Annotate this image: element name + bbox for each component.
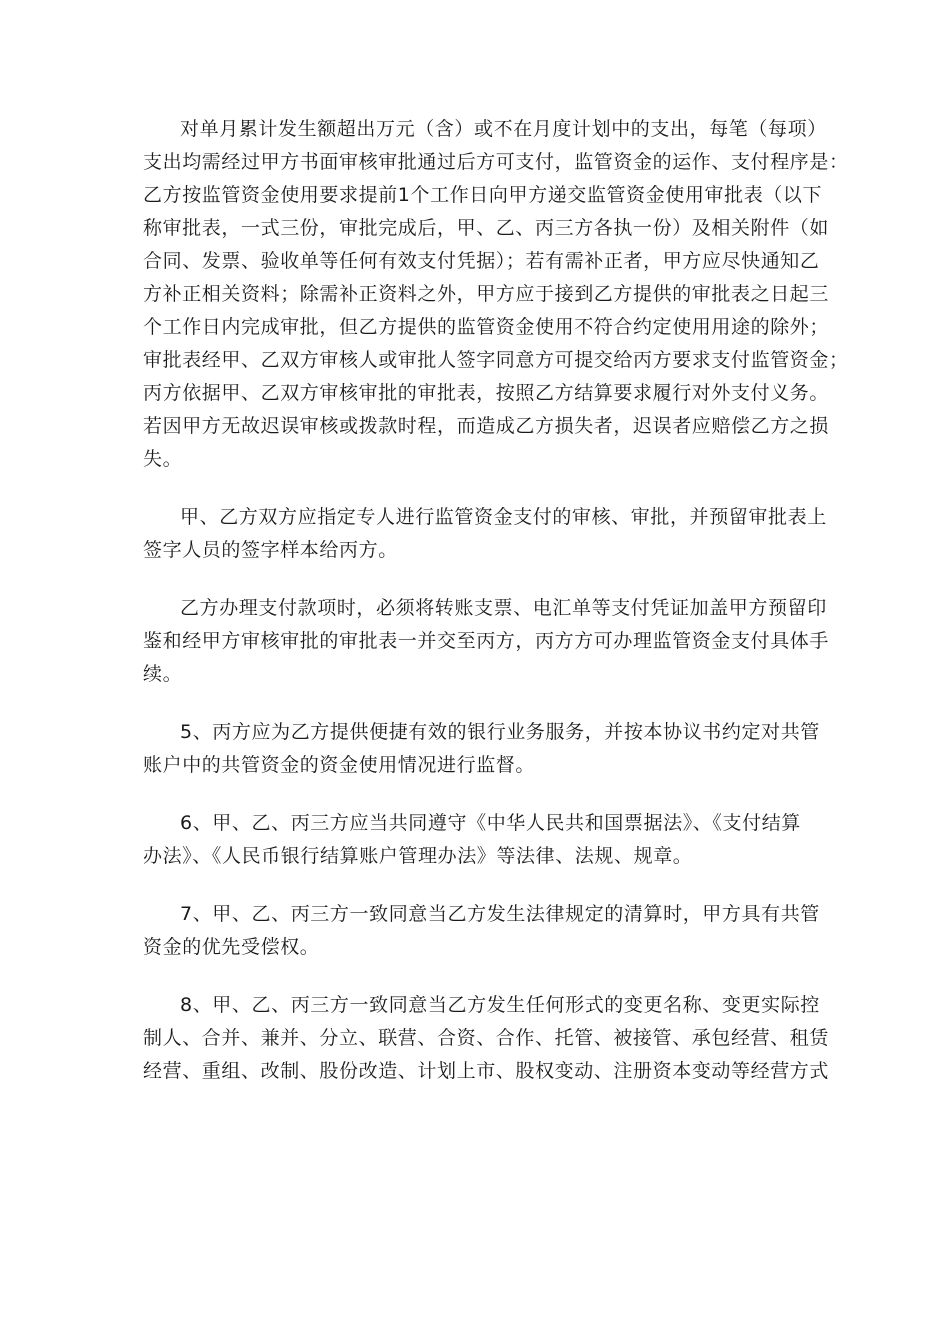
paragraph-payment-handling (143, 592, 830, 691)
paragraph-line: 甲、乙方双方应指定专人进行监管资金支付的审核、审批，并预留审批表上 (180, 506, 827, 528)
paragraph-line: 称审批表，一式三份，审批完成后，甲、乙、丙三方各执一份）及相关附件（如 (143, 217, 830, 239)
paragraph-line: 签字人员的签字样本给丙方。 (143, 539, 398, 561)
paragraph-line: 7、甲、乙、丙三方一致同意当乙方发生法律规定的清算时，甲方具有共管 (180, 903, 820, 925)
paragraph-line: 乙方按监管资金使用要求提前1个工作日向甲方递交监管资金使用审批表（以下 (143, 184, 823, 206)
paragraph-line: 6、甲、乙、丙三方应当共同遵守《中华人民共和国票据法》、《支付结算 (180, 812, 801, 834)
paragraph-line: 乙方办理支付款项时，必须将转账支票、电汇单等支付凭证加盖甲方预留印 (180, 597, 827, 619)
paragraph-line: 经营、重组、改制、股份改造、计划上市、股权变动、注册资本变动等经营方式 (143, 1060, 830, 1082)
document-page (143, 113, 849, 1113)
paragraph-line: 方补正相关资料；除需补正资料之外，甲方应于接到乙方提供的审批表之日起三 (143, 283, 830, 305)
paragraph-line: 制人、合并、兼并、分立、联营、合资、合作、托管、被接管、承包经营、租赁 (143, 1027, 830, 1049)
paragraph-line: 办法》、《人民币银行结算账户管理办法》等法律、法规、规章。 (143, 845, 693, 867)
paragraph-clause-5 (143, 716, 823, 782)
paragraph-line: 资金的优先受偿权。 (143, 936, 320, 958)
paragraph-line: 若因甲方无故迟误审核或拨款时程，而造成乙方损失者，迟误者应赔偿乙方之损 (143, 415, 830, 437)
paragraph-payment-approval-procedure (143, 113, 849, 476)
paragraph-line: 对单月累计发生额超出万元（含）或不在月度计划中的支出，每笔（每项） (180, 118, 827, 140)
paragraph-line: 支出均需经过甲方书面审核审批通过后方可支付，监管资金的运作、支付程序是： (143, 151, 849, 173)
paragraph-line: 审批表经甲、乙双方审核人或审批人签字同意方可提交给丙方要求支付监管资金； (143, 349, 849, 371)
paragraph-designated-approvers (143, 501, 827, 567)
paragraph-line: 续。 (143, 663, 183, 685)
paragraph-line: 个工作日内完成审批，但乙方提供的监管资金使用不符合约定使用用途的除外； (143, 316, 830, 338)
paragraph-clause-8 (143, 989, 830, 1088)
paragraph-line: 合同、发票、验收单等任何有效支付凭据）；若有需补正者，甲方应尽快通知乙 (143, 250, 820, 272)
paragraph-line: 鉴和经甲方审核审批的审批表一并交至丙方，丙方方可办理监管资金支付具体手 (143, 630, 830, 652)
paragraph-line: 丙方依据甲、乙双方审核审批的审批表，按照乙方结算要求履行对外支付义务。 (143, 382, 830, 404)
paragraph-line: 账户中的共管资金的资金使用情况进行监督。 (143, 754, 536, 776)
paragraph-line: 失。 (143, 448, 183, 470)
paragraph-line: 8、甲、乙、丙三方一致同意当乙方发生任何形式的变更名称、变更实际控 (180, 994, 820, 1016)
paragraph-clause-6 (143, 807, 823, 873)
paragraph-clause-7 (143, 898, 823, 964)
paragraph-line: 5、丙方应为乙方提供便捷有效的银行业务服务，并按本协议书约定对共管 (180, 721, 820, 743)
